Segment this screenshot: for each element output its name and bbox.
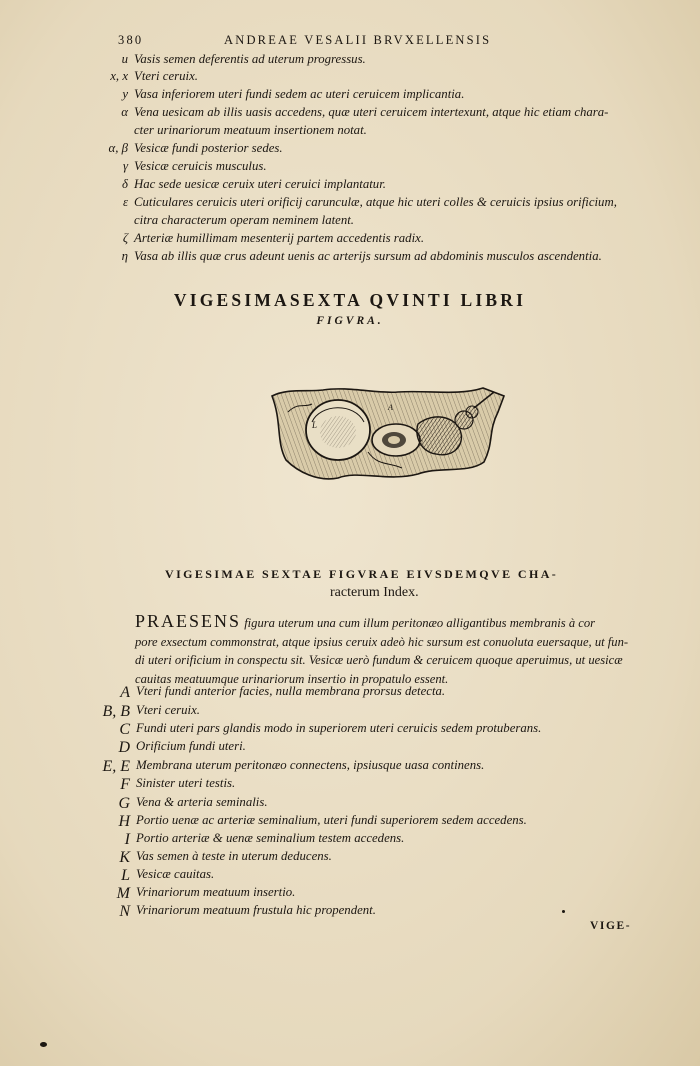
index-label: B, B xyxy=(102,703,130,720)
legend-text: Vesicæ ceruicis musculus. xyxy=(134,159,267,173)
legend-text: citra characterum operam neminem latent. xyxy=(134,213,354,227)
index-row xyxy=(0,776,660,794)
paragraph-line: di uteri orificium in conspectu sit. Vesicæ uerò fundum & ceruicem quoque aperuimus, ut uesicæ xyxy=(135,653,623,668)
index-row xyxy=(0,684,660,702)
ink-speck xyxy=(562,910,565,913)
index-text: Vrinariorum meatuum insertio. xyxy=(136,885,296,899)
legend-text: Vesicæ fundi posterior sedes. xyxy=(134,141,283,155)
legend-text: Cuticulares ceruicis uteri orificij carunculæ, atque hic uteri colles & ceruicis ipsius orificium, xyxy=(134,195,617,209)
index-label: H xyxy=(118,813,130,830)
index-row xyxy=(0,813,660,831)
index-row xyxy=(0,721,660,739)
index-label: G xyxy=(118,795,130,812)
legend-text: Vasa ab illis quæ crus adeunt uenis ac arterijs sursum ad abdominis musculos ascendentia. xyxy=(134,249,602,263)
running-header xyxy=(118,33,538,51)
legend-label: x, x xyxy=(110,69,128,83)
legend-text: Arteriæ humillimam mesenterij partem accedentis radix. xyxy=(134,231,425,245)
index-row xyxy=(0,867,660,885)
index-text: Vesicæ cauitas. xyxy=(136,867,215,881)
index-row xyxy=(0,739,660,757)
index-text: Vteri ceruix. xyxy=(136,703,200,717)
legend-row xyxy=(0,195,660,213)
legend-label: u xyxy=(121,52,128,66)
paragraph-text: figura uterum una cum illum peritonæo alligantibus membranis à cor xyxy=(244,616,596,630)
index-text: Portio arteriæ & uenæ seminalium testem accedens. xyxy=(136,831,405,845)
legend-text: Hac sede uesicæ ceruix uteri ceruici implantatur. xyxy=(134,177,386,191)
legend-text: Vteri ceruix. xyxy=(134,69,198,83)
drop-word: PRAESENS xyxy=(135,611,242,631)
legend-row xyxy=(0,52,660,70)
index-text: Fundi uteri pars glandis modo in superiorem uteri ceruicis sedem protuberans. xyxy=(136,721,542,735)
fig-label-l: L xyxy=(312,420,318,430)
index-row xyxy=(0,795,660,813)
index-label: N xyxy=(119,903,130,920)
index-row xyxy=(0,903,660,921)
legend-text: Vena uesicam ab illis uasis accedens, quæ uteri ceruicem intertexunt, atque hic etiam chara- xyxy=(134,105,609,119)
legend-label: γ xyxy=(122,159,128,173)
index-row xyxy=(0,703,660,721)
running-title: ANDREAE VESALII BRVXELLENSIS xyxy=(224,33,492,47)
uterus-illustration xyxy=(268,382,508,484)
page-number: 380 xyxy=(118,33,144,47)
fig-label-e: E xyxy=(418,439,423,448)
index-text: Vena & arteria seminalis. xyxy=(136,795,268,809)
index-label: I xyxy=(124,831,130,848)
legend-row xyxy=(0,87,660,105)
legend-label: η xyxy=(121,249,128,263)
legend-row xyxy=(0,231,660,249)
legend-label: δ xyxy=(122,177,128,191)
description-paragraph xyxy=(135,612,635,688)
legend-text: cter urinariorum meatuum insertionem notat. xyxy=(134,123,367,137)
index-text: Sinister uteri testis. xyxy=(136,776,236,790)
legend-text: Vasa inferiorem uteri fundi sedem ac uteri ceruicem implicantia. xyxy=(134,87,465,101)
legend-row xyxy=(0,105,660,123)
catchword: VIGE- xyxy=(590,920,632,932)
index-row xyxy=(0,849,660,867)
index-text: Portio uenæ ac arteriæ seminalium, uteri fundi superiorem sedem accedens. xyxy=(136,813,527,827)
index-text: Vteri fundi anterior facies, nulla membrana prorsus detecta. xyxy=(136,684,446,698)
legend-row xyxy=(0,123,660,141)
index-title: VIGESIMAE SEXTAE FIGVRAE EIVSDEMQVE CHA- xyxy=(165,567,559,581)
legend-label: α, β xyxy=(108,141,128,155)
index-text: Vrinariorum meatuum frustula hic propendent. xyxy=(136,903,376,917)
paragraph-line: pore exsectum commonstrat, atque ipsius ceruix adeò hic sursum est conuoluta euersaque, ut fun- xyxy=(135,634,629,649)
legend-text: Vasis semen deferentis ad uterum progressus. xyxy=(134,52,366,66)
legend-row xyxy=(0,141,660,159)
legend-row xyxy=(0,177,660,195)
index-row xyxy=(0,831,660,849)
index-label: D xyxy=(118,739,130,756)
index-label: E, E xyxy=(102,758,130,775)
index-label: K xyxy=(119,849,130,866)
paragraph-line xyxy=(135,612,635,633)
index-label: C xyxy=(119,721,130,738)
index-row xyxy=(0,885,660,903)
anatomical-woodcut xyxy=(268,382,508,484)
paragraph-line: cauitas meatuumque urinariorum insertio in propatulo essent. xyxy=(135,671,449,686)
figure-title: VIGESIMASEXTA QVINTI LIBRI xyxy=(173,290,527,310)
legend-row xyxy=(0,159,660,177)
legend-label: α xyxy=(121,105,128,119)
figure-subtitle: FIGVRA. xyxy=(316,315,384,327)
legend-row xyxy=(0,213,660,231)
fig-label-a: A xyxy=(388,403,393,412)
index-title-continued: racterum Index. xyxy=(330,585,419,600)
index-text: Orificium fundi uteri. xyxy=(136,739,246,753)
ink-blot xyxy=(40,1042,47,1047)
index-text: Membrana uterum peritonæo connectens, ipsiusque uasa continens. xyxy=(136,758,485,772)
legend-row xyxy=(0,69,660,87)
legend-label: ε xyxy=(122,195,128,209)
index-label: M xyxy=(116,885,130,902)
legend-label: ζ xyxy=(122,231,128,245)
index-label: L xyxy=(121,867,130,884)
index-row xyxy=(0,758,660,776)
index-text: Vas semen à teste in uterum deducens. xyxy=(136,849,332,863)
legend-row xyxy=(0,249,660,267)
index-label: A xyxy=(120,684,130,701)
index-label: F xyxy=(120,776,130,793)
legend-label: y xyxy=(122,87,128,101)
